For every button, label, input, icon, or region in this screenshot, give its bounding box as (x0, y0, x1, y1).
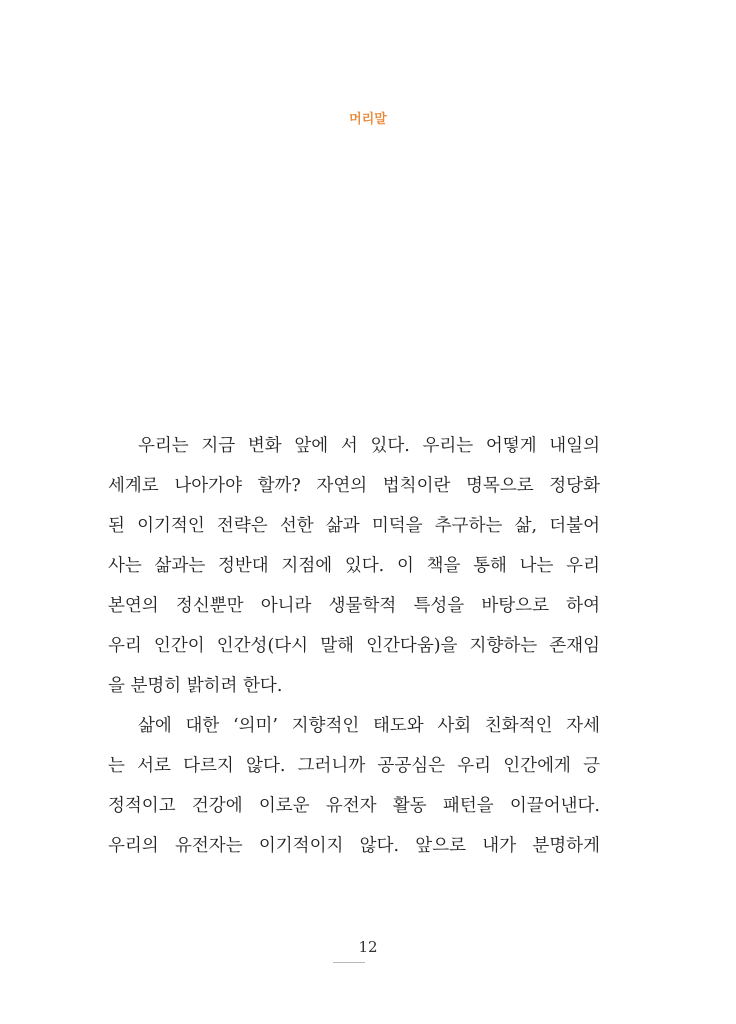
text-line: 우리는 지금 변화 앞에 서 있다. 우리는 어떻게 내일의 (138, 436, 600, 456)
page-number-underline (333, 962, 365, 963)
text-line: 을 분명히 밝히려 한다. (108, 676, 283, 696)
text-line: 사는 삶과는 정반대 지점에 있다. 이 책을 통해 나는 우리 (108, 556, 600, 576)
text-line: 본연의 정신뿐만 아니라 생물학적 특성을 바탕으로 하여 (108, 596, 600, 616)
page-number: 12 (358, 938, 378, 956)
text-line: 삶에 대한 ‘의미’ 지향적인 태도와 사회 친화적인 자세 (138, 716, 600, 736)
text-line: 우리의 유전자는 이기적이지 않다. 앞으로 내가 분명하게 (108, 836, 600, 856)
text-line: 는 서로 다르지 않다. 그러니까 공공심은 우리 인간에게 긍 (108, 756, 600, 776)
text-line: 정적이고 건강에 이로운 유전자 활동 패턴을 이끌어낸다. (108, 796, 600, 816)
body-text (108, 428, 600, 868)
text-line: 된 이기적인 전략은 선한 삶과 미덕을 추구하는 삶, 더불어 (108, 516, 600, 536)
chapter-title: 머리말 (349, 112, 387, 127)
text-line: 세계로 나아가야 할까? 자연의 법칙이란 명목으로 정당화 (108, 476, 600, 496)
text-line: 우리 인간이 인간성(다시 말해 인간다움)을 지향하는 존재임 (108, 636, 600, 656)
